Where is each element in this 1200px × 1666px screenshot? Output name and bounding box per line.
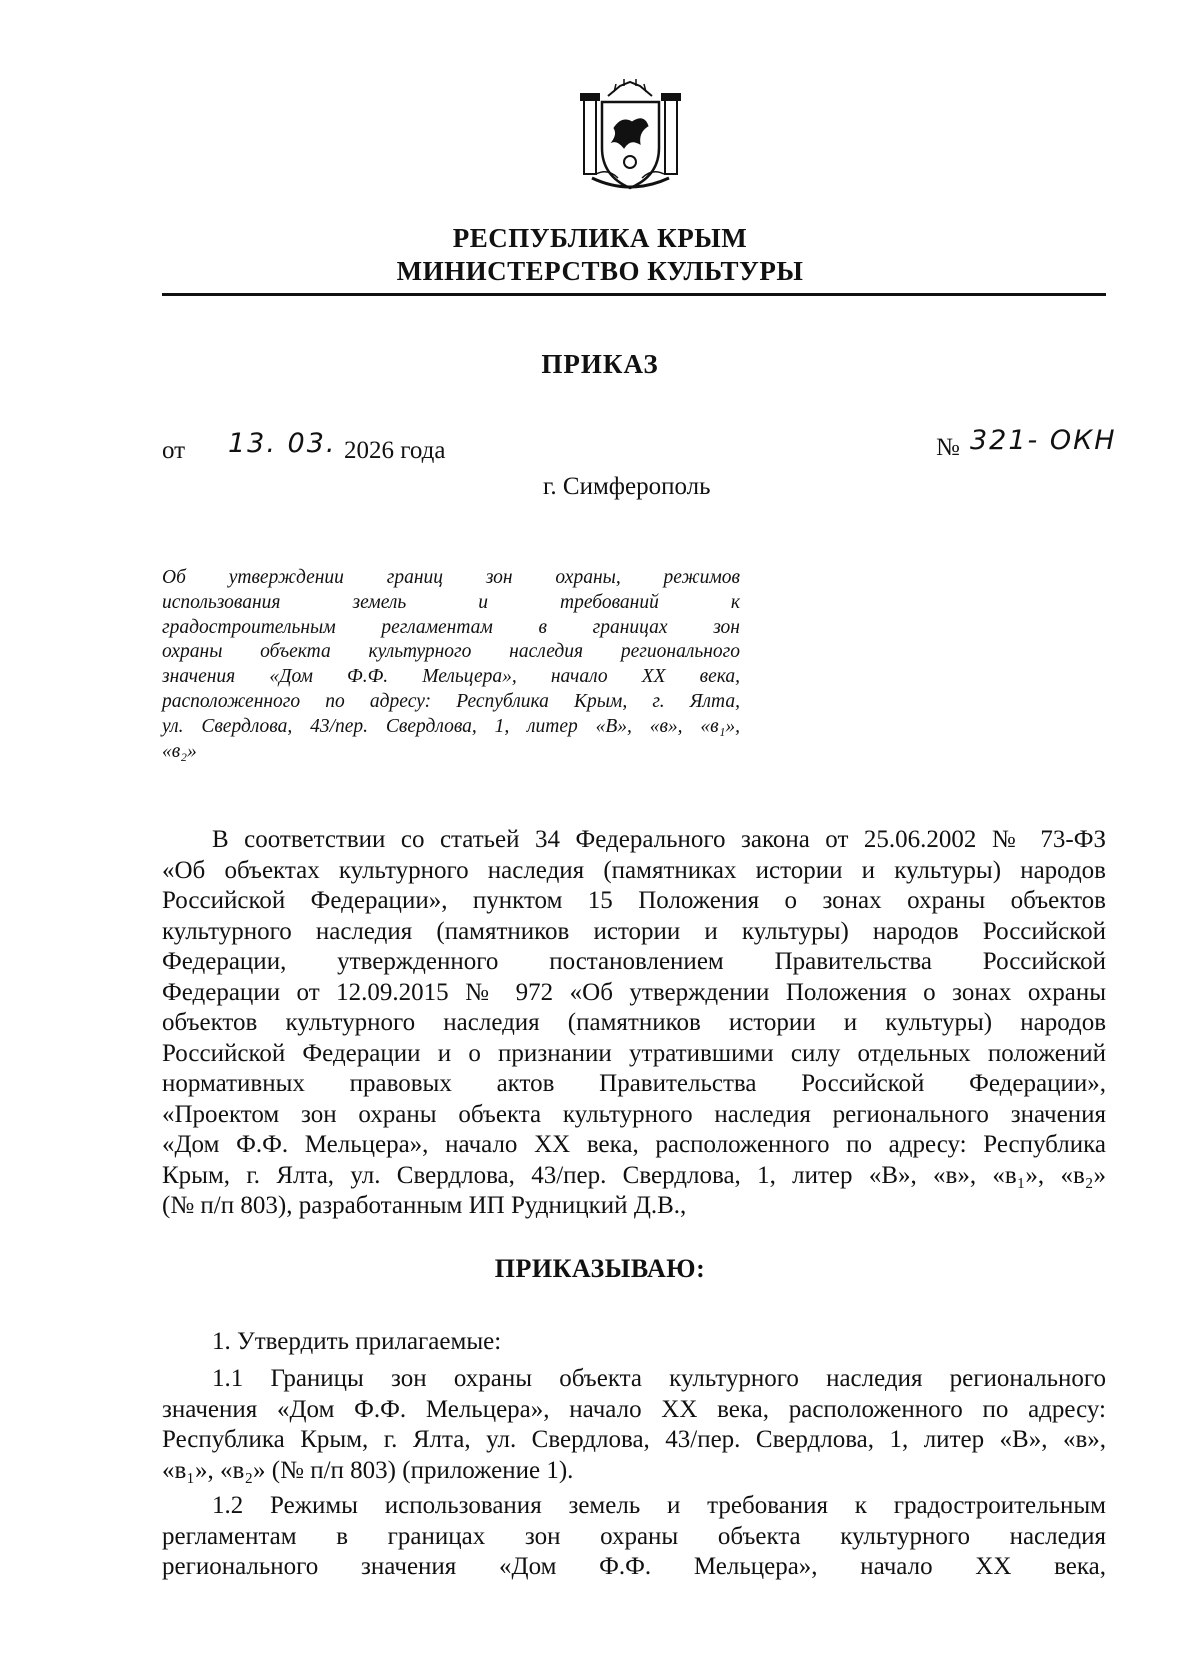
preamble-line: объектов культурного наследия (памятников истории и культуры) народов	[162, 1009, 1106, 1036]
preamble-line: Крым, г. Ялта, ул. Свердлова, 43/пер. Свердлова, 1, литер «В», «в», «в₁», «в₂»	[162, 1161, 1106, 1189]
subject-line: градостроительным регламентам в границах зон	[162, 616, 740, 638]
preamble-paragraph	[162, 825, 1106, 1222]
subject-line: ул. Свердлова, 43/пер. Свердлова, 1, литер «В», «в», «в₁»,	[162, 715, 740, 737]
preamble-line: «Проектом зон охраны объекта культурного наследия регионального значения	[162, 1100, 1106, 1128]
order-year: 2026 года	[344, 437, 446, 464]
preamble-line: «Дом Ф.Ф. Мельцера», начало XX века, расположенного по адресу: Республика	[162, 1131, 1106, 1158]
preamble-line: Российской Федерации», пунктом 15 Положения о зонах охраны объектов	[162, 887, 1106, 914]
subject-line: «в₂»	[162, 740, 197, 762]
preamble-line: В соответствии со статьей 34 Федерального закона от 25.06.2002 № 73-ФЗ	[212, 826, 1106, 853]
item-1	[162, 1327, 1106, 1358]
subject-line: значения «Дом Ф.Ф. Мельцера», начало XX века,	[162, 666, 740, 688]
subject-line: охраны объекта культурного наследия регионального	[162, 641, 740, 663]
city: г. Симферополь	[543, 473, 711, 500]
item-line: регламентам в границах зон охраны объекта культурного наследия	[162, 1522, 1106, 1550]
header-divider	[162, 293, 1106, 296]
item-1-2	[162, 1491, 1106, 1583]
preamble-line: Федерации от 12.09.2015 № 972 «Об утверждении Положения о зонах охраны	[162, 978, 1106, 1006]
ministry-title: МИНИСТЕРСТВО КУЛЬТУРЫ	[396, 256, 804, 286]
republic-title: РЕСПУБЛИКА КРЫМ	[452, 223, 748, 253]
subject-line: использования земель и требований к	[162, 591, 740, 613]
item-line: «в₁», «в₂» (№ п/п 803) (приложение 1).	[162, 1456, 574, 1484]
handwritten-date: 13. 03.	[228, 428, 337, 459]
preamble-line: «Об объектах культурного наследия (памятниках истории и культуры) народов	[162, 856, 1106, 884]
order-title: ПРИКАЗ	[541, 349, 659, 379]
decree-heading: ПРИКАЗЫВАЮ:	[494, 1254, 706, 1283]
preamble-line: (№ п/п 803), разработанным ИП Рудницкий Д.В.,	[162, 1192, 687, 1219]
preamble-line: Федерации, утвержденного постановлением Правительства Российской	[162, 948, 1106, 975]
preamble-line: Российской Федерации и о признании утратившими силу отдельных положений	[162, 1039, 1106, 1067]
item-line: Республика Крым, г. Ялта, ул. Свердлова, 43/пер. Свердлова, 1, литер «В», «в»,	[162, 1426, 1106, 1453]
handwritten-order-number: 321- ОКН	[970, 425, 1117, 456]
crimea-coat-of-arms-icon	[578, 78, 683, 198]
item-line: 1. Утвердить прилагаемые:	[212, 1328, 502, 1355]
item-line: 1.1 Границы зон охраны объекта культурного наследия регионального	[212, 1365, 1106, 1392]
item-1-1	[162, 1364, 1106, 1486]
subject-line: расположенного по адресу: Республика Крым, г. Ялта,	[162, 690, 740, 712]
preamble-line: культурного наследия (памятников истории и культуры) народов Российской	[162, 917, 1106, 945]
item-line: регионального значения «Дом Ф.Ф. Мельцера», начало XX века,	[162, 1553, 1106, 1580]
date-from-label: от	[162, 437, 186, 464]
item-line: 1.2 Режимы использования земель и требования к градостроительным	[212, 1492, 1106, 1519]
number-label: №	[936, 434, 960, 461]
subject-line: Об утверждении границ зон охраны, режимов	[162, 567, 740, 588]
item-line: значения «Дом Ф.Ф. Мельцера», начало XX века, расположенного по адресу:	[162, 1395, 1106, 1423]
preamble-line: нормативных правовых актов Правительства Российской Федерации»,	[162, 1070, 1106, 1097]
order-subject	[162, 566, 740, 764]
